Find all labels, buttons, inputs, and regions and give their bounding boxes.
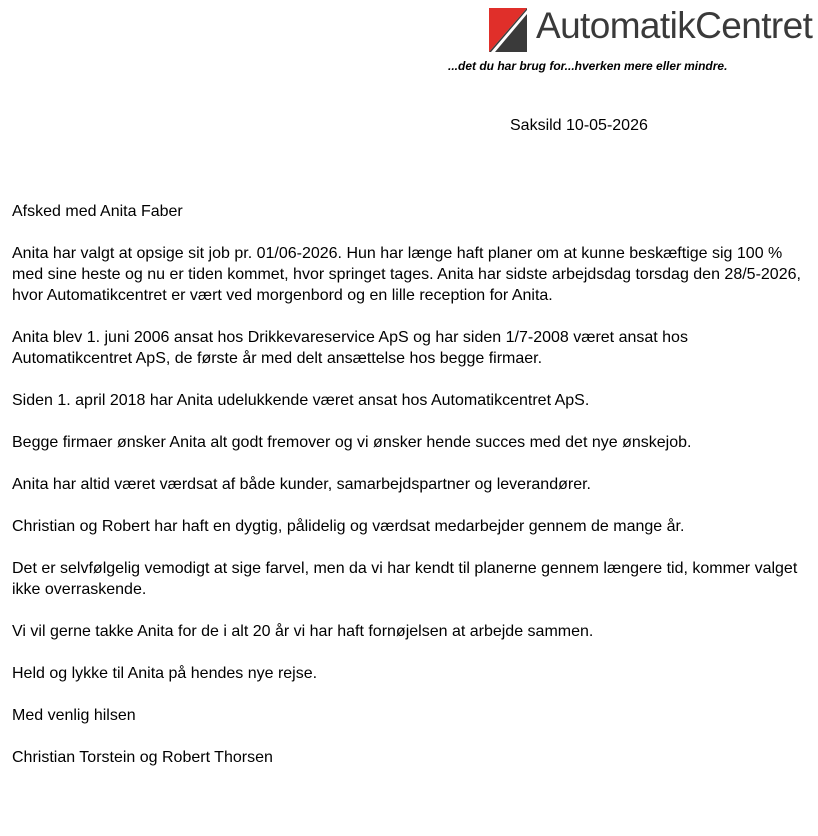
letter-paragraph: Held og lykke til Anita på hendes nye rejse. — [12, 665, 318, 682]
letter-paragraph: Vi vil gerne takke Anita for de i alt 20 år vi har haft fornøjelsen at arbejde sammen. — [12, 623, 594, 640]
company-name: AutomatikCentret — [536, 5, 813, 46]
letter-closing: Med venlig hilsen — [12, 707, 136, 724]
letter-paragraph: Anita har valgt at opsige sit job pr. 01/06-2026. Hun har længe haft planer om at kunne beskæftige sig 100 % med sine heste og nu er tiden kommet, hvor springet tages. Anita har sidste arbejdsdag torsdag den 28/5-2026, hvor Automatikcentret er vært ved morgenbord og en lille reception for Anita. — [12, 245, 801, 304]
letter-title: Afsked med Anita Faber — [12, 203, 183, 220]
letter-paragraph: Christian og Robert har haft en dygtig, pålidelig og værdsat medarbejder gennem de mange år. — [12, 518, 685, 535]
letter-signature: Christian Torstein og Robert Thorsen — [12, 749, 273, 766]
letter-paragraph: Begge firmaer ønsker Anita alt godt fremover og vi ønsker hende succes med det nye ønskejob. — [12, 434, 692, 451]
letter-body — [12, 201, 802, 789]
letter-paragraph: Siden 1. april 2018 har Anita udelukkende været ansat hos Automatikcentret ApS. — [12, 392, 590, 409]
automatikcentret-logo-icon — [487, 4, 529, 54]
letter-paragraph: Anita blev 1. juni 2006 ansat hos Drikkevareservice ApS og har siden 1/7-2008 været ansat hos Automatikcentret ApS, de første år med delt ansættelse hos begge firmaer. — [12, 329, 688, 367]
company-logo — [487, 4, 812, 54]
letter-paragraph: Anita har altid været værdsat af både kunder, samarbejdspartner og leverandører. — [12, 476, 591, 493]
place-date: Saksild 10-05-2026 — [510, 117, 648, 134]
company-tagline: ...det du har brug for...hverken mere eller mindre. — [448, 59, 728, 73]
letter-paragraph: Det er selvfølgelig vemodigt at sige farvel, men da vi har kendt til planerne gennem længere tid, kommer valget ikke overraskende. — [12, 560, 798, 598]
